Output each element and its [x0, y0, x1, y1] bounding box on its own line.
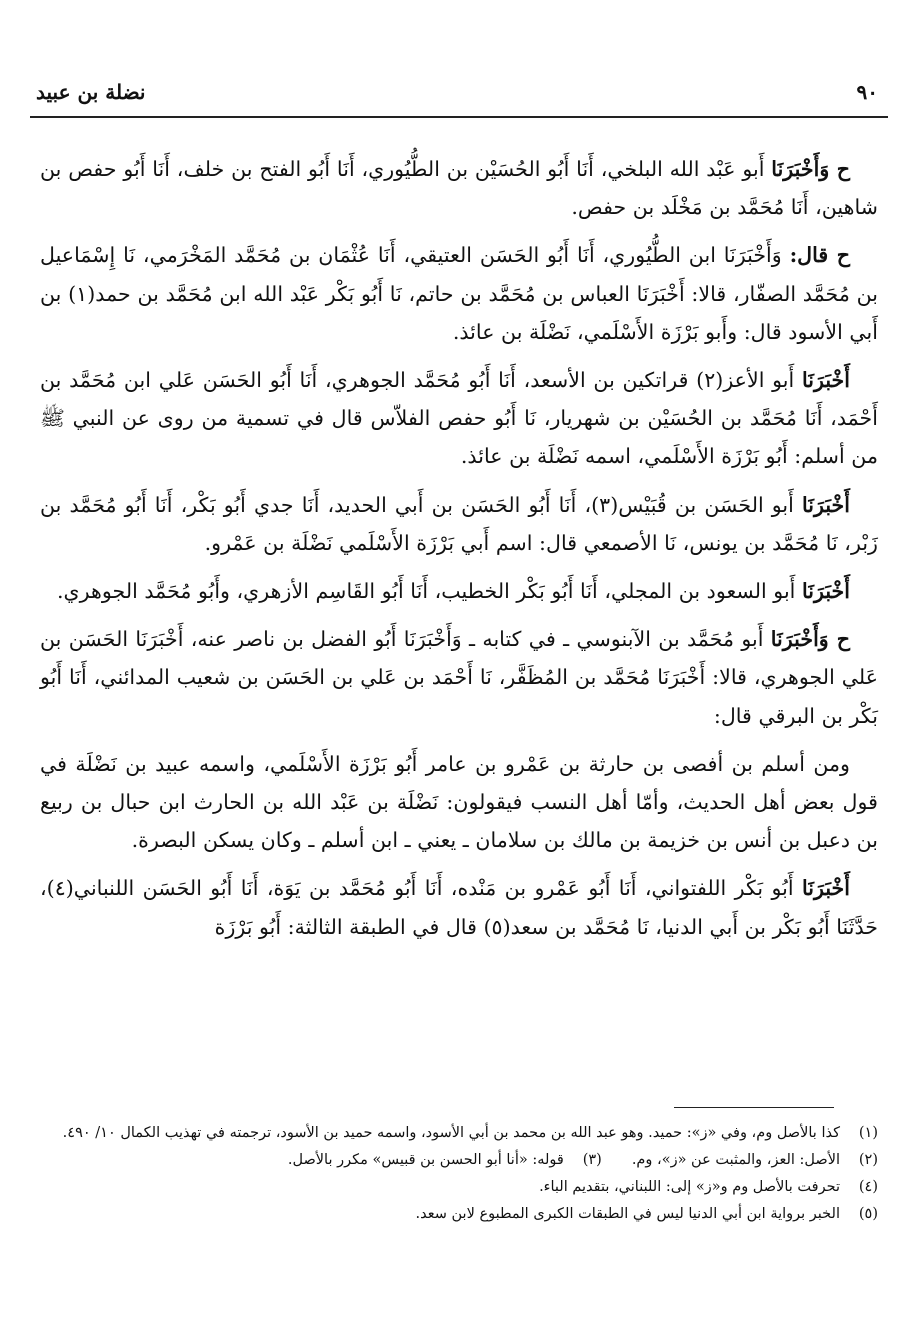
paragraph: [40, 620, 878, 735]
footnote-number: (٣): [582, 1152, 602, 1168]
page-number: ٩٠: [856, 80, 878, 104]
footnote: [40, 1120, 878, 1147]
paragraph: [40, 150, 878, 226]
footnote: [40, 1201, 878, 1228]
footnote-number: (٤): [858, 1179, 878, 1195]
paragraph: [40, 745, 878, 860]
paragraph: [40, 236, 878, 351]
paragraph-lead: ح وَأَخْبَرَنَا: [771, 157, 850, 181]
paragraph-lead: أَخْبَرَنَا: [801, 579, 850, 604]
paragraph-text: أَبو الحَسَن بن قُبَيْس(٣)، أَنَا أَبُو الحَسَن بن أَبي الحديد، أَنَا جدي أَبُو بَكْر، أَنَا أَبُو مُحَمَّد بن زَبْر، نَا مُحَمَّد بن يونس، نَا الأصمعي قال: اسم أَبي بَرْزَة الأَسْلَمي نَضْلَة بن عَمْرو.: [40, 492, 878, 555]
footnote: [632, 1147, 878, 1174]
paragraph-lead: ح وَأَخْبَرَنَا: [770, 627, 850, 652]
paragraph-text: أَبُو بَكْر اللفتواني، أَنَا أَبُو عَمْرو بن مَنْده، أَنَا أَبُو مُحَمَّد بن يَوَة، أَنَا أَبُو الحَسَن اللنباني(٤)، حَدَّثَنَا أَبُو بَكْر بن أَبي الدنيا، نَا مُحَمَّد بن سعد(٥) قال في الطبقة الثالثة: أَبُو بَرْزَة: [40, 876, 878, 939]
footnote-text: الأصل: العز، والمثبت عن «ز»، وم.: [631, 1152, 840, 1168]
paragraph-lead: أَخْبَرَنَا: [801, 876, 850, 901]
footnote: [40, 1174, 878, 1201]
paragraph-text: أَبو السعود بن المجلي، أَنَا أَبُو بَكْر الخطيب، أَنَا أَبُو القَاسِم الأزهري، وأَبُو مُحَمَّد الجوهري.: [57, 579, 802, 604]
paragraph-lead: ح قال:: [789, 243, 850, 268]
paragraph-lead: أَخْبَرَنَا: [801, 492, 850, 517]
paragraph-text: أَبو عَبْد الله البلخي، أَنَا أَبُو الحُسَيْن بن الطُّيُوري، أَنَا أَبُو الفتح بن خلف، أَنَا أَبُو حفص بن شاهين، أَنَا مُحَمَّد بن مَخْلَد بن حفص.: [40, 157, 878, 220]
footnote-divider: [674, 1107, 834, 1108]
footnote-text: تحرفت بالأصل وم و«ز» إلى: اللبناني، بتقديم الباء.: [539, 1179, 840, 1195]
paragraph-text: وَأَخْبَرَنَا ابن الطُّيُوري، أَنَا أَبُو الحَسَن العتيقي، أَنَا عُثْمَان بن مُحَمَّد المَخْرَمي، نَا إِسْمَاعيل بن مُحَمَّد الصفّار، قالا: أَخْبَرَنَا العباس بن مُحَمَّد بن حاتم، نَا أَبُو بَكْر عَبْد الله ابن مُحَمَّد بن حمد(١) بن أَبي الأسود قال: وأَبو بَرْزَة الأَسْلَمي، نَضْلَة بن عائذ.: [40, 243, 878, 344]
paragraph: [40, 361, 878, 476]
footnotes: [40, 1120, 878, 1228]
footnote-text: قوله: «أنا أبو الحسن بن قبيس» مكرر بالأصل.: [287, 1152, 564, 1168]
footnote: [288, 1147, 602, 1174]
footnote-text: الخبر برواية ابن أبي الدنيا ليس في الطبقات الكبرى المطبوع لابن سعد.: [415, 1206, 840, 1222]
page-header: [30, 72, 888, 118]
paragraph-lead: أَخْبَرَنَا: [801, 368, 850, 393]
running-title: نضلة بن عبيد: [36, 80, 146, 104]
footnote-number: (١): [858, 1125, 878, 1141]
paragraph-text: أَبو الأعز(٢) قراتكين بن الأسعد، أَنَا أَبُو مُحَمَّد الجوهري، أَنَا أَبُو الحَسَن عَلي ابن مُحَمَّد بن أَحْمَد، أَنَا مُحَمَّد بن الحُسَيْن بن شهريار، نَا أَبُو حفص الفلاّس قال في تسمية من روى عن النبي ﷺ من أسلم: أَبُو بَرْزَة الأَسْلَمي، اسمه نَضْلَة بن عائذ.: [40, 368, 878, 469]
footnote-number: (٢): [858, 1152, 878, 1168]
paragraph: [40, 572, 878, 610]
paragraph-text: ومن أسلم بن أفصى بن حارثة بن عَمْرو بن عامر أَبُو بَرْزَة الأَسْلَمي، واسمه عبيد بن نَضْلَة في قول بعض أهل الحديث، وأمّا أهل النسب فيقولون: نَضْلَة بن عَبْد الله بن الحارث ابن حبال بن ربيع بن دعبل بن أنس بن خزيمة بن مالك بن سلامان ـ يعني ـ ابن أسلم ـ وكان يسكن البصرة.: [40, 751, 878, 853]
paragraph: [40, 486, 878, 562]
footnote-number: (٥): [858, 1206, 878, 1222]
paragraph: [40, 869, 878, 945]
paragraph-text: أَبو مُحَمَّد بن الآبنوسي ـ في كتابه ـ وَأَخْبَرَنَا أَبُو الفضل بن ناصر عنه، أَخْبَرَنَا الحَسَن بن عَلي الجوهري، قالا: أَخْبَرَنَا مُحَمَّد بن المُظَفَّر، نَا أَحْمَد بن عَلي بن الحَسَن بن شعيب المدائني، أَنَا أَبُو بَكْر بن البرقي قال:: [40, 627, 878, 728]
main-text: [40, 150, 878, 956]
footnote-row: [40, 1147, 878, 1174]
footnote-text: كذا بالأصل وم، وفي «ز»: حميد. وهو عبد الله بن محمد بن أبي الأسود، واسمه حميد بن الأسود، ترجمته في تهذيب الكمال ١٠/ ٤٩٠.: [62, 1125, 840, 1141]
